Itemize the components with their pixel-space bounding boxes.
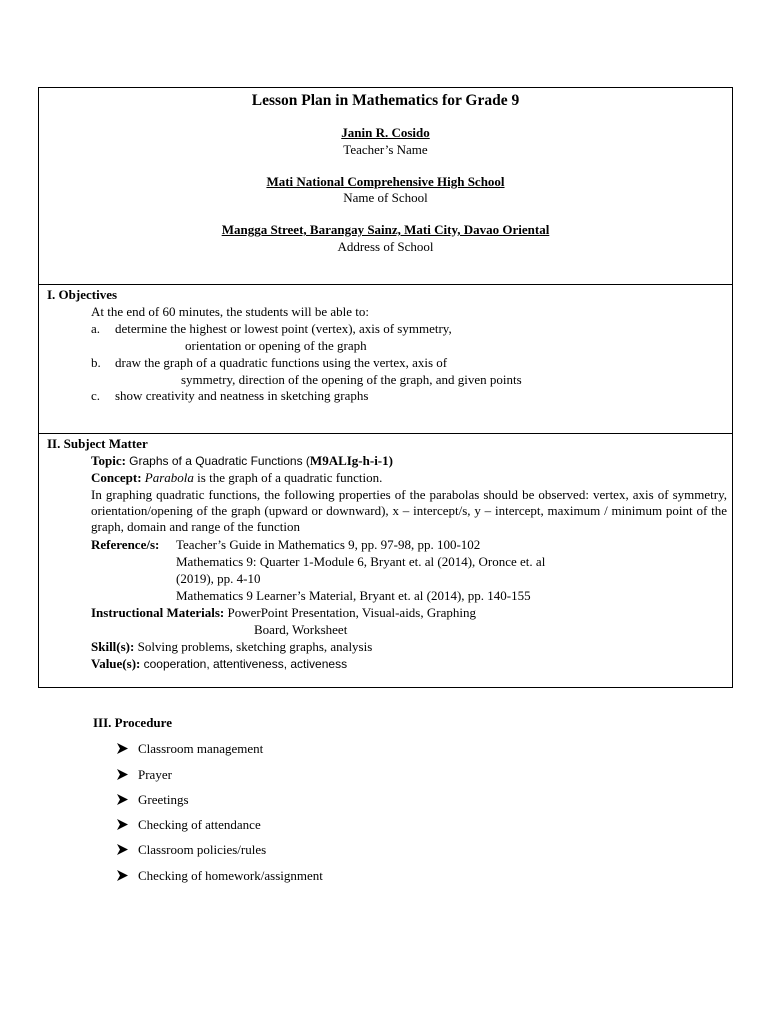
objective-item-line: draw the graph of a quadratic functions using the vertex, axis of (115, 355, 448, 370)
school-address: Mangga Street, Barangay Sainz, Mati City, Davao Oriental (221, 222, 550, 237)
skills-label: Skill(s): (91, 639, 135, 654)
arrowhead-bullet-icon (116, 842, 138, 858)
objective-marker: b. (91, 355, 101, 370)
objectives-box (38, 284, 733, 434)
concept-row (91, 470, 382, 486)
header-box (38, 87, 733, 285)
topic-code: M9ALIg-h-i-1) (309, 453, 393, 468)
procedure-item-label: Checking of attendance (138, 817, 261, 832)
teacher-name: Janin R. Cosido (341, 125, 430, 140)
topic-label: Topic: (91, 453, 126, 468)
arrowhead-bullet-icon (116, 817, 138, 833)
address-label: Address of School (337, 239, 434, 254)
topic-row (91, 453, 393, 469)
materials-row (91, 605, 476, 621)
values-text: cooperation, attentiveness, activeness (143, 657, 348, 671)
teacher-label: Teacher’s Name (343, 142, 428, 157)
procedure-heading: III. Procedure (93, 715, 172, 730)
arrowhead-bullet-icon (116, 868, 138, 884)
topic-text: Graphs of a Quadratic Functions ( (129, 454, 310, 468)
procedure-item-label: Greetings (138, 792, 189, 807)
subject-matter-heading: II. Subject Matter (47, 436, 148, 451)
reference-item: Mathematics 9 Learner’s Material, Bryant et. al (2014), pp. 140-155 (176, 588, 531, 603)
objectives-intro: At the end of 60 minutes, the students will be able to: (91, 304, 370, 319)
list-item (116, 868, 323, 884)
procedure-item-label: Classroom management (138, 741, 264, 756)
list-item (116, 842, 266, 858)
values-row (91, 656, 347, 672)
list-item (116, 817, 261, 833)
concept-italic: Parabola (144, 470, 194, 485)
materials-label: Instructional Materials: (91, 605, 225, 620)
procedure-item-label: Classroom policies/rules (138, 842, 267, 857)
document-title: Lesson Plan in Mathematics for Grade 9 (251, 92, 520, 109)
procedure-item-label: Prayer (138, 767, 172, 782)
list-item (116, 741, 263, 757)
skills-text: Solving problems, sketching graphs, analysis (137, 639, 373, 654)
concept-label: Concept: (91, 470, 142, 485)
objective-item-line: orientation or opening of the graph (185, 338, 367, 353)
values-label: Value(s): (91, 656, 141, 671)
materials-text-line2: Board, Worksheet (254, 622, 348, 637)
arrowhead-bullet-icon (116, 767, 138, 783)
objectives-heading: I. Objectives (47, 287, 118, 302)
objective-marker: c. (91, 388, 101, 403)
concept-paragraph: In graphing quadratic functions, the following properties of the parabolas should be observed: vertex, axis of symmetry, orientation/opening of the graph (upward or downward), x – intercept/s, y – intercept, maximum / minimum point of the graph, domain and range of the function (91, 487, 727, 534)
concept-text: is the graph of a quadratic function. (193, 470, 383, 485)
objective-item-line: determine the highest or lowest point (vertex), axis of symmetry, (115, 321, 452, 336)
objective-marker: a. (91, 321, 101, 336)
skills-row (91, 639, 372, 655)
reference-label: Reference/s: (91, 537, 160, 552)
materials-text: PowerPoint Presentation, Visual-aids, Graphing (227, 605, 476, 620)
objective-item-line: show creativity and neatness in sketching graphs (115, 388, 369, 403)
school-name: Mati National Comprehensive High School (266, 174, 505, 189)
arrowhead-bullet-icon (116, 792, 138, 808)
list-item (116, 792, 189, 808)
reference-item: Teacher’s Guide in Mathematics 9, pp. 97-98, pp. 100-102 (176, 537, 481, 552)
school-label: Name of School (343, 190, 428, 205)
procedure-item-label: Checking of homework/assignment (138, 868, 323, 883)
reference-item: (2019), pp. 4-10 (176, 571, 261, 586)
subject-matter-box (38, 433, 733, 688)
list-item (116, 767, 172, 783)
arrowhead-bullet-icon (116, 741, 138, 757)
reference-item: Mathematics 9: Quarter 1-Module 6, Bryant et. al (2014), Oronce et. al (176, 554, 546, 569)
objective-item-line: symmetry, direction of the opening of the graph, and given points (181, 372, 522, 387)
